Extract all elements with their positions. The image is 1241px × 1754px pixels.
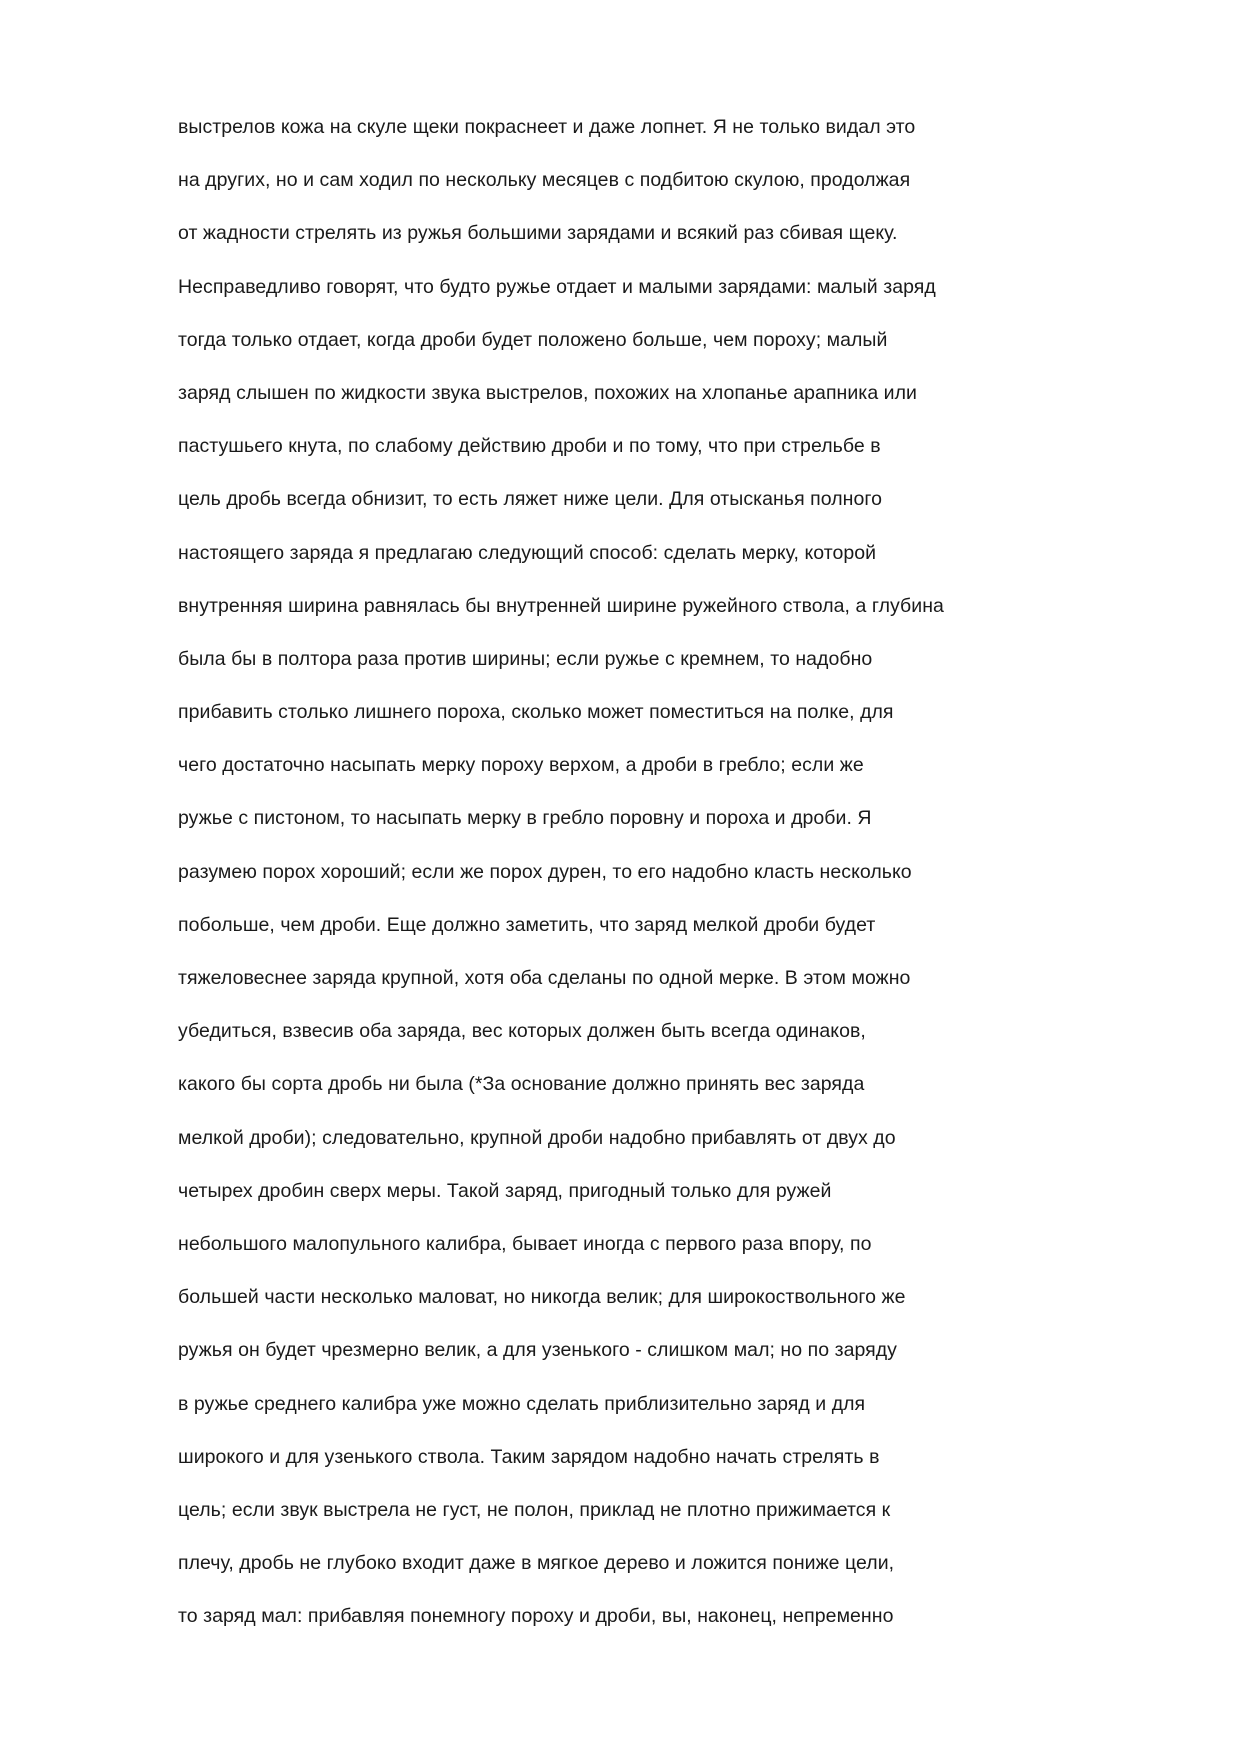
text-line: чего достаточно насыпать мерку пороху верхом, а дроби в гребло; если же bbox=[178, 754, 864, 777]
text-line: то заряд мал: прибавляя понемногу пороху и дроби, вы, наконец, непременно bbox=[178, 1605, 894, 1628]
text-line: внутренняя ширина равнялась бы внутренней ширине ружейного ствола, а глубина bbox=[178, 594, 944, 617]
text-line: Несправедливо говорят, что будто ружье отдает и малыми зарядами: малый заряд bbox=[178, 275, 936, 298]
text-line: небольшого малопульного калибра, бывает иногда с первого раза впору, по bbox=[178, 1232, 872, 1255]
text-line: плечу, дробь не глубоко входит даже в мягкое дерево и ложится пониже цели, bbox=[178, 1552, 895, 1575]
text-line: цель дробь всегда обнизит, то есть ляжет ниже цели. Для отысканья полного bbox=[178, 488, 883, 511]
text-line: от жадности стрелять из ружья большими зарядами и всякий раз сбивая щеку. bbox=[178, 222, 898, 245]
text-line: какого бы сорта дробь ни была (*За основание должно принять вес заряда bbox=[178, 1073, 865, 1096]
text-line: тогда только отдает, когда дроби будет положено больше, чем пороху; малый bbox=[178, 328, 888, 351]
text-line: убедиться, взвесив оба заряда, вес которых должен быть всегда одинаков, bbox=[178, 1020, 866, 1043]
text-line: ружья он будет чрезмерно велик, а для узенького - слишком мал; но по заряду bbox=[178, 1339, 897, 1362]
text-line: выстрелов кожа на скуле щеки покраснеет и даже лопнет. Я не только видал это bbox=[178, 116, 916, 138]
text-line: пастушьего кнута, по слабому действию дроби и по тому, что при стрельбе в bbox=[178, 435, 881, 458]
text-line: мелкой дроби); следовательно, крупной дроби надобно прибавлять от двух до bbox=[178, 1126, 896, 1149]
text-line: настоящего заряда я предлагаю следующий способ: сделать мерку, которой bbox=[178, 541, 877, 564]
text-line: в ружье среднего калибра уже можно сделать приблизительно заряд и для bbox=[178, 1392, 866, 1415]
text-line: прибавить столько лишнего пороха, сколько может поместиться на полке, для bbox=[178, 701, 894, 724]
text-line: тяжеловеснее заряда крупной, хотя оба сделаны по одной мерке. В этом можно bbox=[178, 967, 911, 989]
text-line: цель; если звук выстрела не густ, не полон, приклад не плотно прижимается к bbox=[178, 1498, 891, 1521]
text-line: разумею порох хороший; если же порох дурен, то его надобно класть несколько bbox=[178, 860, 912, 883]
text-line: четырех дробин сверх меры. Такой заряд, пригодный только для ружей bbox=[178, 1179, 832, 1202]
body-text bbox=[178, 109, 1178, 1651]
text-line: ружье с пистоном, то насыпать мерку в гребло поровну и пороха и дроби. Я bbox=[178, 807, 872, 830]
text-line: заряд слышен по жидкости звука выстрелов, похожих на хлопанье арапника или bbox=[178, 381, 917, 404]
text-line: большей части несколько маловат, но никогда велик; для широкоствольного же bbox=[178, 1286, 906, 1309]
text-line: на других, но и сам ходил по нескольку месяцев с подбитою скулою, продолжая bbox=[178, 169, 911, 192]
text-line: была бы в полтора раза против ширины; если ружье с кремнем, то надобно bbox=[178, 647, 873, 670]
text-line: побольше, чем дроби. Еще должно заметить, что заряд мелкой дроби будет bbox=[178, 913, 876, 936]
text-line: широкого и для узенького ствола. Таким зарядом надобно начать стрелять в bbox=[178, 1445, 880, 1468]
